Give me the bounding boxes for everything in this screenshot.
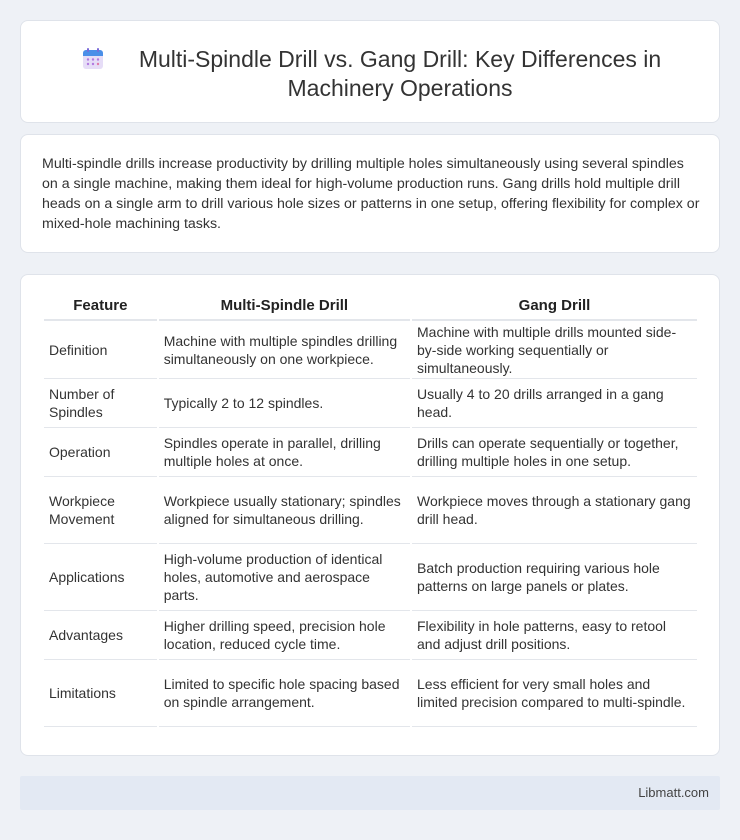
row-feature-cell: Operation — [44, 428, 157, 477]
row-multi-spindle-cell: Limited to specific hole spacing based on spindle arrangement. — [159, 660, 410, 727]
row-feature-cell: Limitations — [44, 660, 157, 727]
row-multi-spindle-cell: Typically 2 to 12 spindles. — [159, 379, 410, 428]
row-multi-spindle-cell: Workpiece usually stationary; spindles aligned for simultaneous drilling. — [159, 477, 410, 544]
row-gang-drill-cell: Flexibility in hole patterns, easy to retool and adjust drill positions. — [412, 611, 697, 660]
row-multi-spindle-cell: Spindles operate in parallel, drilling multiple holes at once. — [159, 428, 410, 477]
column-header-feature: Feature — [44, 293, 157, 321]
table-row — [44, 428, 697, 477]
intro-card — [20, 134, 720, 253]
table-row — [44, 611, 697, 660]
page-title: Multi-Spindle Drill vs. Gang Drill: Key Differences in Machinery Operations — [138, 46, 662, 101]
row-feature-cell: Number of Spindles — [44, 379, 157, 428]
row-gang-drill-cell: Workpiece moves through a stationary gang drill head. — [412, 477, 697, 544]
row-multi-spindle-cell: High-volume production of identical holes, automotive and aerospace parts. — [159, 544, 410, 611]
footer-bar — [20, 776, 720, 810]
table-row — [44, 477, 697, 544]
comparison-card — [20, 274, 720, 756]
table-row — [44, 379, 697, 428]
table-row — [44, 321, 697, 379]
title-card — [20, 20, 720, 123]
column-header-gang-drill: Gang Drill — [412, 293, 697, 321]
row-gang-drill-cell: Usually 4 to 20 drills arranged in a gang head. — [412, 379, 697, 428]
row-feature-cell: Definition — [44, 321, 157, 379]
table-row — [44, 544, 697, 611]
footer-site-link[interactable]: Libmatt.com — [638, 785, 709, 800]
intro-paragraph: Multi-spindle drills increase productivity by drilling multiple holes simultaneously using several spindles on a single machine, making them ideal for high-volume production runs. Gang drills hold multiple drill heads on a single arm to drill various hole sizes or patterns in one setup, offering flexibility for complex or mixed-hole machining tasks. — [42, 156, 700, 232]
column-header-multi-spindle: Multi-Spindle Drill — [159, 293, 410, 321]
row-feature-cell: Applications — [44, 544, 157, 611]
row-multi-spindle-cell: Machine with multiple spindles drilling simultaneously on one workpiece. — [159, 321, 410, 379]
row-gang-drill-cell: Batch production requiring various hole patterns on large panels or plates. — [412, 544, 697, 611]
row-gang-drill-cell: Less efficient for very small holes and limited precision compared to multi-spindle. — [412, 660, 697, 727]
row-gang-drill-cell: Machine with multiple drills mounted side-by-side working sequentially or simultaneously. — [412, 321, 697, 379]
table-header-row — [44, 293, 697, 321]
row-feature-cell: Workpiece Movement — [44, 477, 157, 544]
row-gang-drill-cell: Drills can operate sequentially or together, drilling multiple holes in one setup. — [412, 428, 697, 477]
table-row — [44, 660, 697, 727]
comparison-table — [42, 293, 699, 727]
calendar-icon — [81, 47, 105, 71]
row-feature-cell: Advantages — [44, 611, 157, 660]
row-multi-spindle-cell: Higher drilling speed, precision hole location, reduced cycle time. — [159, 611, 410, 660]
